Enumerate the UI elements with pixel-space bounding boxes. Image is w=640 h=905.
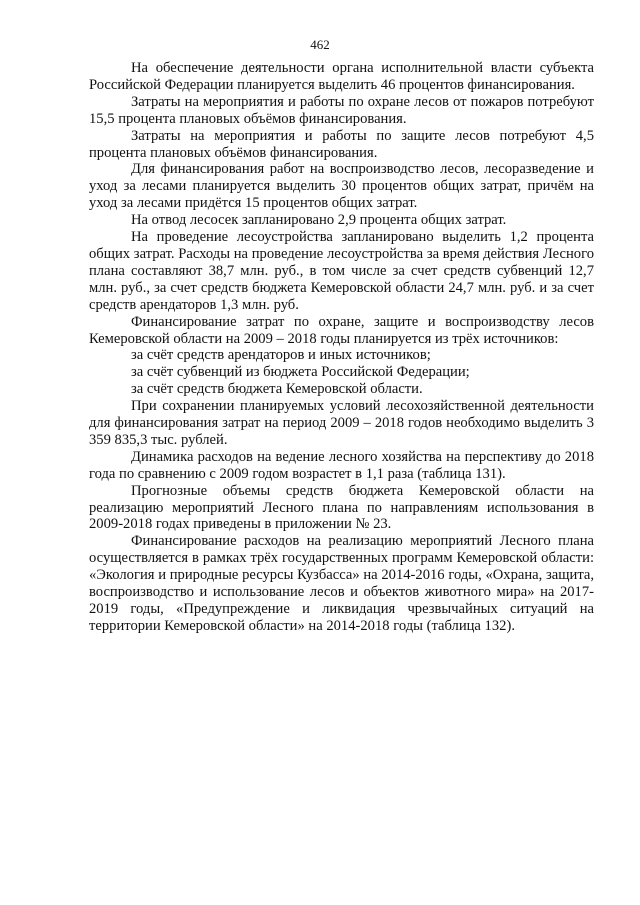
paragraph: На обеспечение деятельности органа исполнительной власти субъекта Российской Федерации планируется выделить 46 процентов финансирования. (89, 60, 594, 93)
list-item: за счёт средств арендаторов и иных источников; (131, 347, 431, 364)
list-item: за счёт средств бюджета Кемеровской области. (131, 381, 423, 398)
paragraph: Финансирование затрат по охране, защите и воспроизводству лесов Кемеровской области на 2009 – 2018 годы планируется из трёх источников: (89, 313, 594, 347)
paragraph: Прогнозные объемы средств бюджета Кемеровской области на реализацию мероприятий Лесного плана по направлениям использования в 2009-2018 годах приведены в приложении № 23. (89, 482, 594, 533)
paragraph: На проведение лесоустройства запланировано выделить 1,2 процента общих затрат. Расходы на проведение лесоустройства за время действия Лесного плана составляют 38,7 млн. руб., в том числе за счет средств субвенций 12,7 млн. руб., за счет средств бюджета Кемеровской области 24,7 млн. руб. и за счет средств арендаторов 1,3 млн. руб. (89, 229, 594, 313)
paragraph: Финансирование расходов на реализацию мероприятий Лесного плана осуществляется в рамках трёх государственных программ Кемеровской области: «Экология и природные ресурсы Кузбасса» на 2014-2016 годы, «Охрана, защита, воспроизводство и использование лесов и объектов животного мира» на 2017-2019 годы, «Предупреждение и ликвидация чрезвычайных ситуаций на территории Кемеровской области» на 2014-2018 годы (таблица 132). (89, 533, 594, 634)
page-number: 462 (310, 37, 330, 52)
paragraph: При сохранении планируемых условий лесохозяйственной деятельности для финансирования затрат на период 2009 – 2018 годов необходимо выделить 3 359 835,3 тыс. рублей. (89, 398, 594, 448)
paragraph: Динамика расходов на ведение лесного хозяйства на перспективу до 2018 года по сравнению с 2009 годом возрастет в 1,1 раза (таблица 131). (89, 448, 594, 482)
paragraph: Затраты на мероприятия и работы по защите лесов потребуют 4,5 процента плановых объёмов финансирования. (89, 127, 594, 161)
list-item: за счёт субвенций из бюджета Российской Федерации; (131, 364, 470, 381)
paragraph: Затраты на мероприятия и работы по охране лесов от пожаров потребуют 15,5 процента плановых объёмов финансирования. (89, 93, 594, 127)
paragraph: Для финансирования работ на воспроизводство лесов, лесоразведение и уход за лесами планируется выделить 30 процентов общих затрат, причём на уход за лесами придётся 15 процентов общих затрат. (89, 161, 594, 212)
document-body (89, 60, 594, 635)
paragraph: На отвод лесосек запланировано 2,9 процента общих затрат. (131, 212, 507, 229)
